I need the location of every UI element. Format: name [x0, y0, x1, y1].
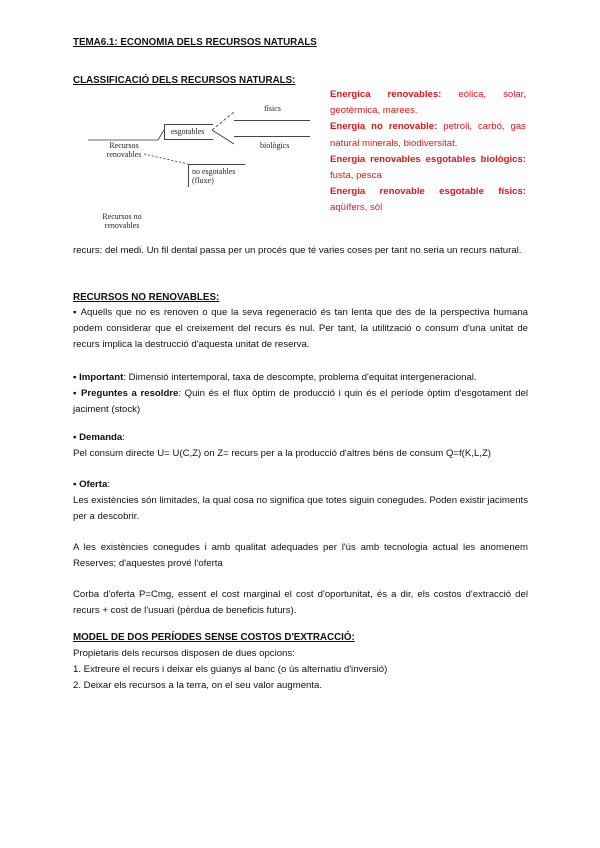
- diagram-leaf-physical: físics: [264, 104, 281, 113]
- energy-note: Energica renovables: eòlica, solar, geotèrmica, marees.: [330, 89, 527, 117]
- model-list: [73, 646, 528, 695]
- diagram-branch-bottom: no esgotables (fluxe): [192, 167, 236, 185]
- classification-heading: CLASSIFICACIÓ DELS RECURSOS NATURALS:: [73, 75, 296, 86]
- demand-paragraph: ▪ Demanda: Pel consum directe U= U(C,Z) on Z= recurs per a la producció d'altres béns de consum Q=f(K,L,Z): [73, 432, 491, 460]
- resource-note: recurs: del medi. Un fil dental passa per un procés que té varies coses per tant no seria un recurs natural.: [73, 245, 522, 256]
- non-renewable-definition: ▪ Aquells que no es renoven o que la seva regeneració és tan lenta que des de la perspectiva humana podem considerar que el creixement del recurs és nul. Per tant, la utilització o consum d'una unitat de recurs implica la destrucció d'aquesta unitat de reserva.: [73, 307, 528, 351]
- model-heading: MODEL DE DOS PERÍODES SENSE COSTOS D'EXTRACCIÓ:: [73, 632, 355, 643]
- energy-note: Energia renovables esgotables biològics: fusta, pesca: [330, 153, 526, 182]
- non-renewable-heading: RECURSOS NO RENOVABLES:: [73, 292, 220, 303]
- questions-paragraph: ▪ Preguntes a resoldre: Quin és el flux òptim de producció i quin és el període òptim d'esgotament del jaciment (stock): [73, 388, 528, 416]
- energy-note: Energia renovable esgotable físics: aqüífers, sòl: [330, 186, 526, 214]
- model-option: 1. Extreure el recurs i deixar els guanys al banc (o ús alternatiu d'inversió): [73, 664, 388, 676]
- important-paragraph: ▪ Important: Dimensió intertemporal, taxa de descompte, problema d'equitat intergeneracional.: [73, 372, 477, 383]
- energy-notes: [330, 87, 526, 217]
- diagram-leaf-biological: biològics: [260, 141, 290, 150]
- energy-note: Energia no renovable: petroli, carbó, gas natural minerals, biodiversitat.: [330, 121, 526, 149]
- page-title: TEMA6.1: ECONOMIA DELS RECURSOS NATURALS: [73, 37, 317, 48]
- model-intro: Propietaris dels recursos disposen de dues opcions:: [73, 648, 295, 659]
- supply-curve-paragraph: Corba d'oferta P=Cmg, essent el cost marginal el cost d'oportunitat, és a dir, els costos d'extracció del recurs + cost de l'usuari (pèrdua de beneficis futurs).: [73, 589, 528, 617]
- diagram-branch-top: esgotables: [171, 127, 205, 136]
- model-option: 2. Deixar els recursos a la terra, on el seu valor augmenta.: [73, 680, 323, 692]
- reserves-paragraph: A les existències conegudes i amb qualitat adequades per l'ús amb tecnologia actual les anomenem Reserves; d'aquestes prové l'oferta: [73, 542, 528, 570]
- diagram-bottom-label: Recursos no renovables: [102, 212, 142, 230]
- supply-paragraph: ▪ Oferta: Les existències són limitades, la qual cosa no significa que totes siguin conegudes. Poden existir jaciments per a descobrir.: [73, 479, 528, 523]
- diagram-root: Recursos renovables: [106, 141, 142, 159]
- classification-diagram: [88, 96, 318, 236]
